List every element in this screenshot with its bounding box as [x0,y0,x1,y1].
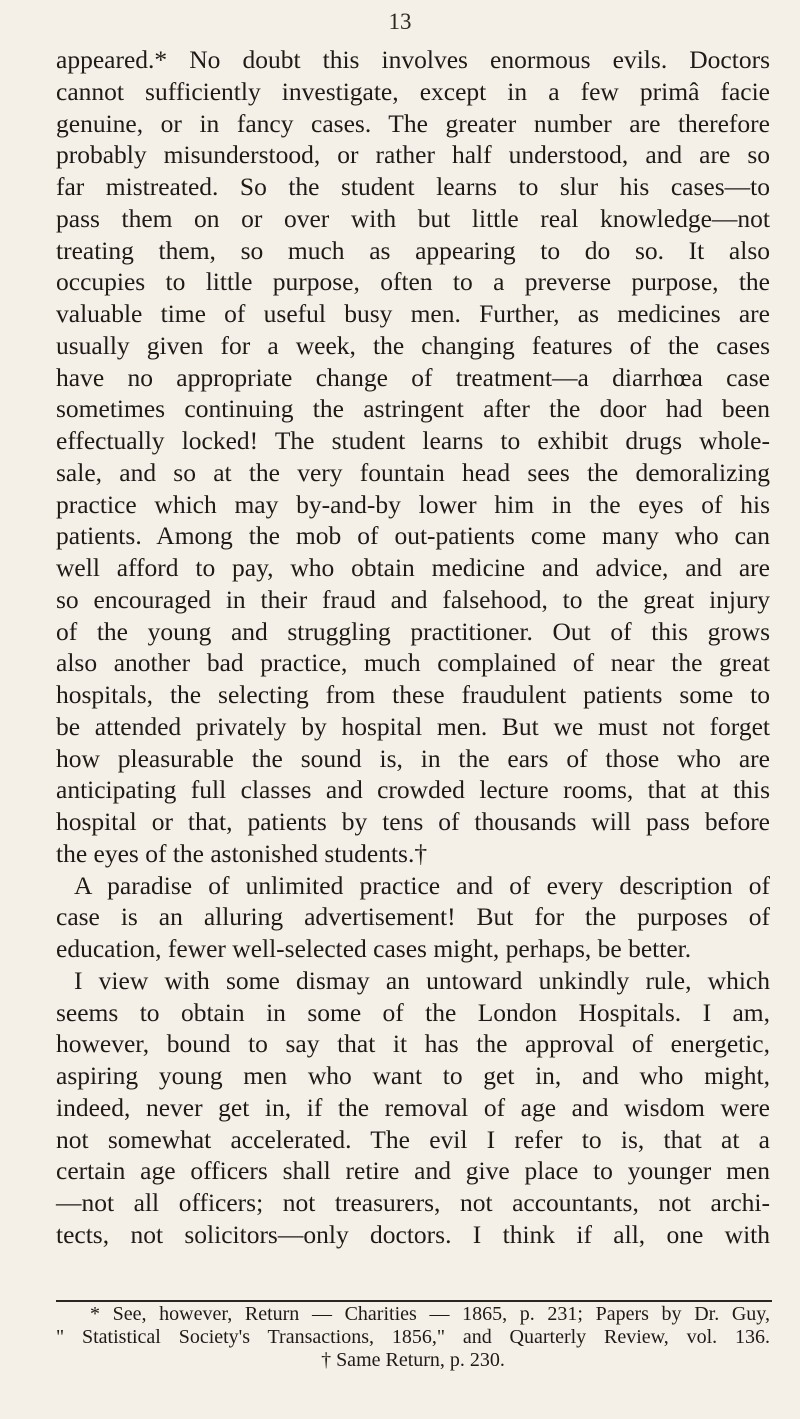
text-line: case is an alluring advertisement! But for the purposes of [56,902,770,932]
footnote-line: * See, however, Return — Charities — 1865, p. 231; Papers by Dr. Guy, [90,1303,770,1325]
text-line: certain age officers shall retire and give place to younger men [56,1156,770,1186]
text-line: also another bad practice, much complained of near the great [56,648,770,678]
text-line: anticipating full classes and crowded lecture rooms, that at this [56,775,770,805]
text-line: be attended privately by hospital men. But we must not forget [56,711,770,741]
text-line: so encouraged in their fraud and falsehood, to the great injury [56,584,770,614]
text-line: genuine, or in fancy cases. The greater number are therefore [56,108,770,138]
text-line: indeed, never get in, if the removal of age and wisdom were [56,1092,770,1122]
text-line: how pleasurable the sound is, in the ears of those who are [56,743,770,773]
text-line: patients. Among the mob of out-patients come many who can [56,521,770,551]
footnote-line: " Statistical Society's Transactions, 1856," and Quarterly Review, vol. 136. [56,1326,770,1348]
text-line: education, fewer well-selected cases might, perhaps, be better. [56,934,692,963]
footnote-line: † Same Return, p. 230. [321,1349,505,1371]
text-line: of the young and struggling practitioner. Out of this grows [56,616,770,646]
text-line: hospitals, the selecting from these fraudulent patients some to [56,680,770,709]
text-line: usually given for a week, the changing features of the cases [56,330,770,360]
paragraph-start: A paradise of unlimited practice and of every description of [74,870,770,900]
text-line: practice which may by-and-by lower him in the eyes of his [56,489,770,519]
text-line: valuable time of useful busy men. Further, as medicines are [56,299,770,328]
text-line: the eyes of the astonished students.† [56,838,428,868]
text-line: tects, not solicitors—only doctors. I think if all, one with [56,1219,770,1249]
text-line: have no appropriate change of treatment—a diarrhœa case [56,362,770,392]
body-text [56,44,770,1251]
text-line: far mistreated. So the student learns to slur his cases—to [56,172,770,201]
text-line: probably misunderstood, or rather half understood, and are so [56,140,770,170]
page-number: 13 [388,9,412,34]
text-line: sometimes continuing the astringent after the door had been [56,394,770,424]
text-line: not somewhat accelerated. The evil I refer to is, that at a [56,1124,770,1154]
text-line: sale, and so at the very fountain head sees the demoralizing [56,457,770,487]
footnote-rule [56,1300,772,1302]
footnotes [56,1303,770,1372]
text-line: effectually locked! The student learns to exhibit drugs whole- [56,426,770,455]
text-line: hospital or that, patients by tens of thousands will pass before [56,807,770,836]
text-line: occupies to little purpose, often to a preverse purpose, the [56,267,770,297]
text-line: treating them, so much as appearing to do so. It also [56,235,770,265]
text-line: seems to obtain in some of the London Hospitals. I am, [56,997,770,1027]
text-line: aspiring young men who want to get in, and who might, [56,1061,770,1090]
text-line: cannot sufficiently investigate, except in a few primâ facie [56,76,770,106]
text-line: however, bound to say that it has the approval of energetic, [56,1029,770,1059]
paragraph-start: I view with some dismay an untoward unkindly rule, which [74,965,770,995]
text-line: pass them on or over with but little real knowledge—not [56,203,770,233]
text-line: well afford to pay, who obtain medicine and advice, and are [56,553,770,582]
text-line: —not all officers; not treasurers, not accountants, not archi- [56,1188,770,1217]
text-line: appeared.* No doubt this involves enormous evils. Doctors [56,45,770,74]
